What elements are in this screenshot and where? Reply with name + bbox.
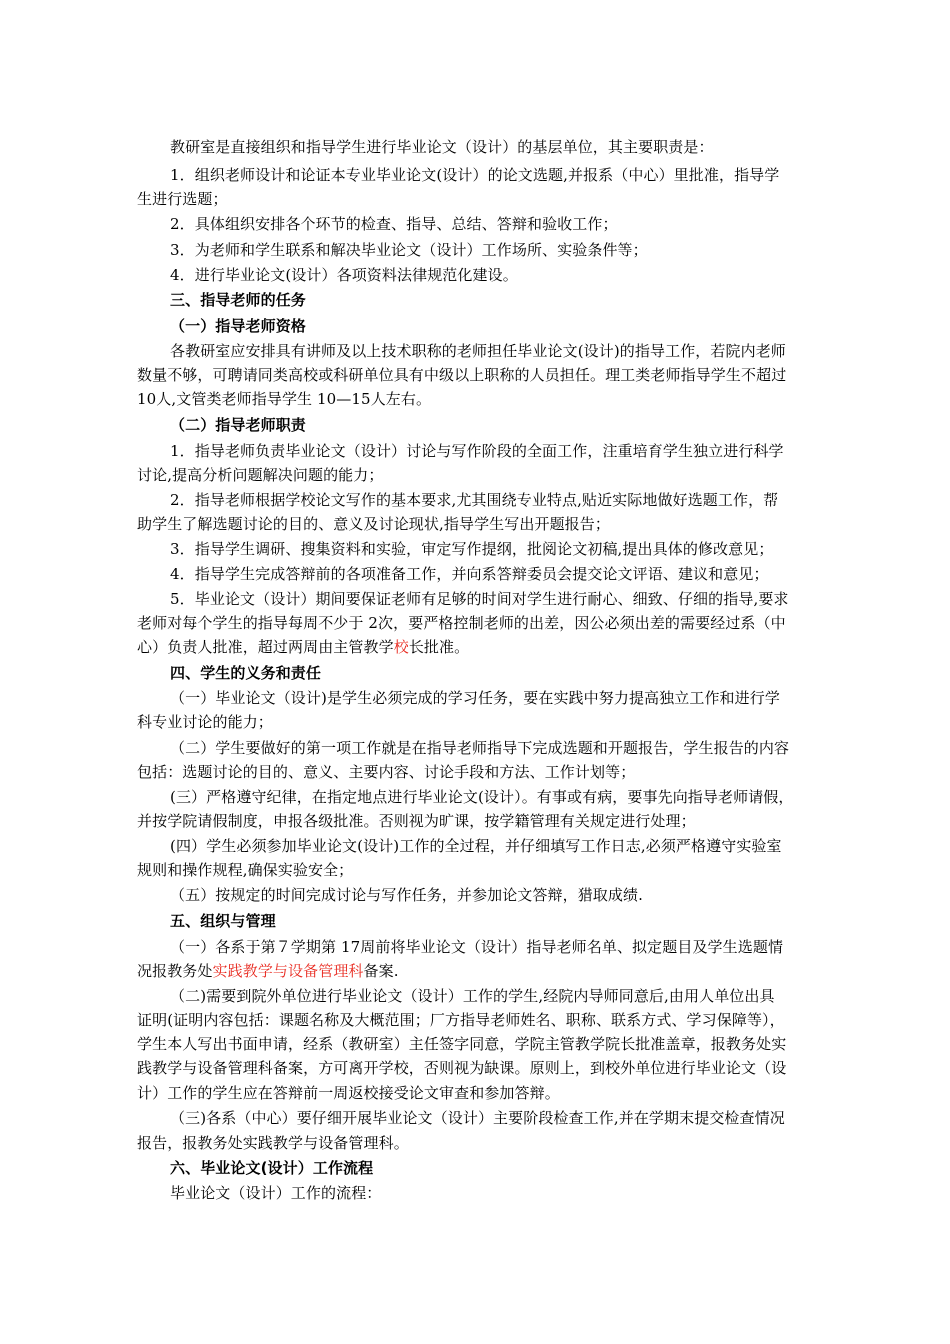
subsection-heading: （一）指导老师资格 [170, 317, 306, 335]
list-item-line: 讨论,提高分析问题解决问题的能力； [137, 466, 384, 484]
paragraph-line: 科专业讨论的能力； [137, 713, 273, 731]
paragraph-line: 报告，报教务处实践教学与设备管理科。 [137, 1134, 409, 1152]
text-run: 况报教务处 [137, 962, 213, 980]
list-item-line: 1．组织老师设计和论证本专业毕业论文(设计）的论文选题,并报系（中心）里批准，指导学 [170, 166, 780, 184]
paragraph-line: (三）严格遵守纪律，在指定地点进行毕业论文(设计）。有事或有病，要事先向指导老师请假， [170, 788, 794, 806]
list-item-line: 助学生了解选题讨论的目的、意义及讨论现状,指导学生写出开题报告； [137, 515, 610, 533]
paragraph-line: （二)需要到院外单位进行毕业论文（设计）工作的学生,经院内导师同意后,由用人单位出具 [170, 987, 775, 1005]
list-item-line: 4．进行毕业论文(设计）各项资料法律规范化建设。 [170, 266, 518, 284]
section-heading: 六、毕业论文(设计）工作流程 [170, 1159, 374, 1177]
list-item-line: 老师对每个学生的指导每周不少于 2次，要严格控制老师的出差，因公必须出差的需要经过系（中 [137, 614, 786, 632]
list-item-line: 3．指导学生调研、搜集资料和实验，审定写作提纲，批阅论文初稿,提出具体的修改意见； [170, 540, 774, 558]
list-item-line: 3．为老师和学生联系和解决毕业论文（设计）工作场所、实验条件等； [170, 241, 648, 259]
list-item-line: 1．指导老师负责毕业论文（设计）讨论与写作阶段的全面工作，注重培育学生独立进行科学 [170, 442, 784, 460]
list-item-line: 生进行选题； [137, 190, 228, 208]
paragraph-line: (四）学生必须参加毕业论文(设计)工作的全过程，并仔细填写工作日志,必须严格遵守实验室 [170, 837, 782, 855]
paragraph-line: 学生本人写出书面申请，经系（教研室）主任签字同意，学院主管教学院长批准盖章，报教务处实 [137, 1035, 787, 1053]
paragraph-line: （一）各系于第７学期第 17周前将毕业论文（设计）指导老师名单、拟定题目及学生选题情 [170, 938, 784, 956]
section-heading: 三、指导老师的任务 [170, 291, 306, 309]
list-item-line: 2．指导老师根据学校论文写作的基本要求,尤其围绕专业特点,贴近实际地做好选题工作，帮 [170, 491, 779, 509]
section-heading: 五、组织与管理 [170, 912, 276, 930]
paragraph-line [137, 961, 399, 981]
list-item-line: 5．毕业论文（设计）期间要保证老师有足够的时间对学生进行耐心、细致、仔细的指导,要求 [170, 590, 789, 608]
list-item-line: 2．具体组织安排各个环节的检查、指导、总结、答辩和验收工作； [170, 215, 618, 233]
paragraph-line: 10人,文管类老师指导学生 10—15人左右。 [137, 390, 432, 408]
paragraph-line: 包括：选题讨论的目的、意义、主要内容、讨论手段和方法、工作计划等； [137, 763, 636, 781]
text-run: 长批准。 [408, 638, 470, 656]
highlighted-text: 校 [393, 638, 409, 656]
paragraph-line: （三)各系（中心）要仔细开展毕业论文（设计）主要阶段检查工作,并在学期末提交检查情况 [170, 1109, 785, 1127]
text-run: 心）负责人批准，超过两周由主管教学 [137, 638, 394, 656]
paragraph-line: （二）学生要做好的第一项工作就是在指导老师指导下完成选题和开题报告，学生报告的内容 [170, 739, 790, 757]
paragraph-line: 教研室是直接组织和指导学生进行毕业论文（设计）的基层单位，其主要职责是： [170, 138, 714, 156]
paragraph-line: 各教研室应安排具有讲师及以上技术职称的老师担任毕业论文(设计)的指导工作，若院内老师 [170, 342, 786, 360]
paragraph-line: 践教学与设备管理科备案，方可离开学校，否则视为缺课。原则上，到校外单位进行毕业论文（设 [137, 1059, 787, 1077]
paragraph-line: 并按学院请假制度，申报各级批准。否则视为旷课，按学籍管理有关规定进行处理； [137, 812, 696, 830]
paragraph-line: （五）按规定的时间完成讨论与写作任务，并参加论文答辩，猎取成绩. [170, 886, 643, 904]
paragraph-line: 毕业论文（设计）工作的流程： [170, 1184, 382, 1202]
subsection-heading: （二）指导老师职责 [170, 416, 306, 434]
paragraph-line: 规则和操作规程,确保实验安全； [137, 861, 354, 879]
paragraph-line: 数量不够，可聘请同类高校或科研单位具有中级以上职称的人员担任。理工类老师指导学生不超过 [137, 366, 787, 384]
list-item-line [137, 637, 469, 657]
paragraph-line: 证明(证明内容包括：课题名称及大概范围；厂方指导老师姓名、职称、联系方式、学习保障等）， [137, 1011, 785, 1029]
paragraph-line: （一）毕业论文（设计)是学生必须完成的学习任务，要在实践中努力提高独立工作和进行学 [170, 689, 780, 707]
paragraph-line: 计）工作的学生应在答辩前一周返校接受论文审查和参加答辩。 [137, 1084, 560, 1102]
text-run: 备案. [363, 962, 399, 980]
section-heading: 四、学生的义务和责任 [170, 664, 322, 682]
highlighted-text: 实践教学与设备管理科 [212, 962, 364, 980]
list-item-line: 4．指导学生完成答辩前的各项准备工作，并向系答辩委员会提交论文评语、建议和意见； [170, 565, 769, 583]
